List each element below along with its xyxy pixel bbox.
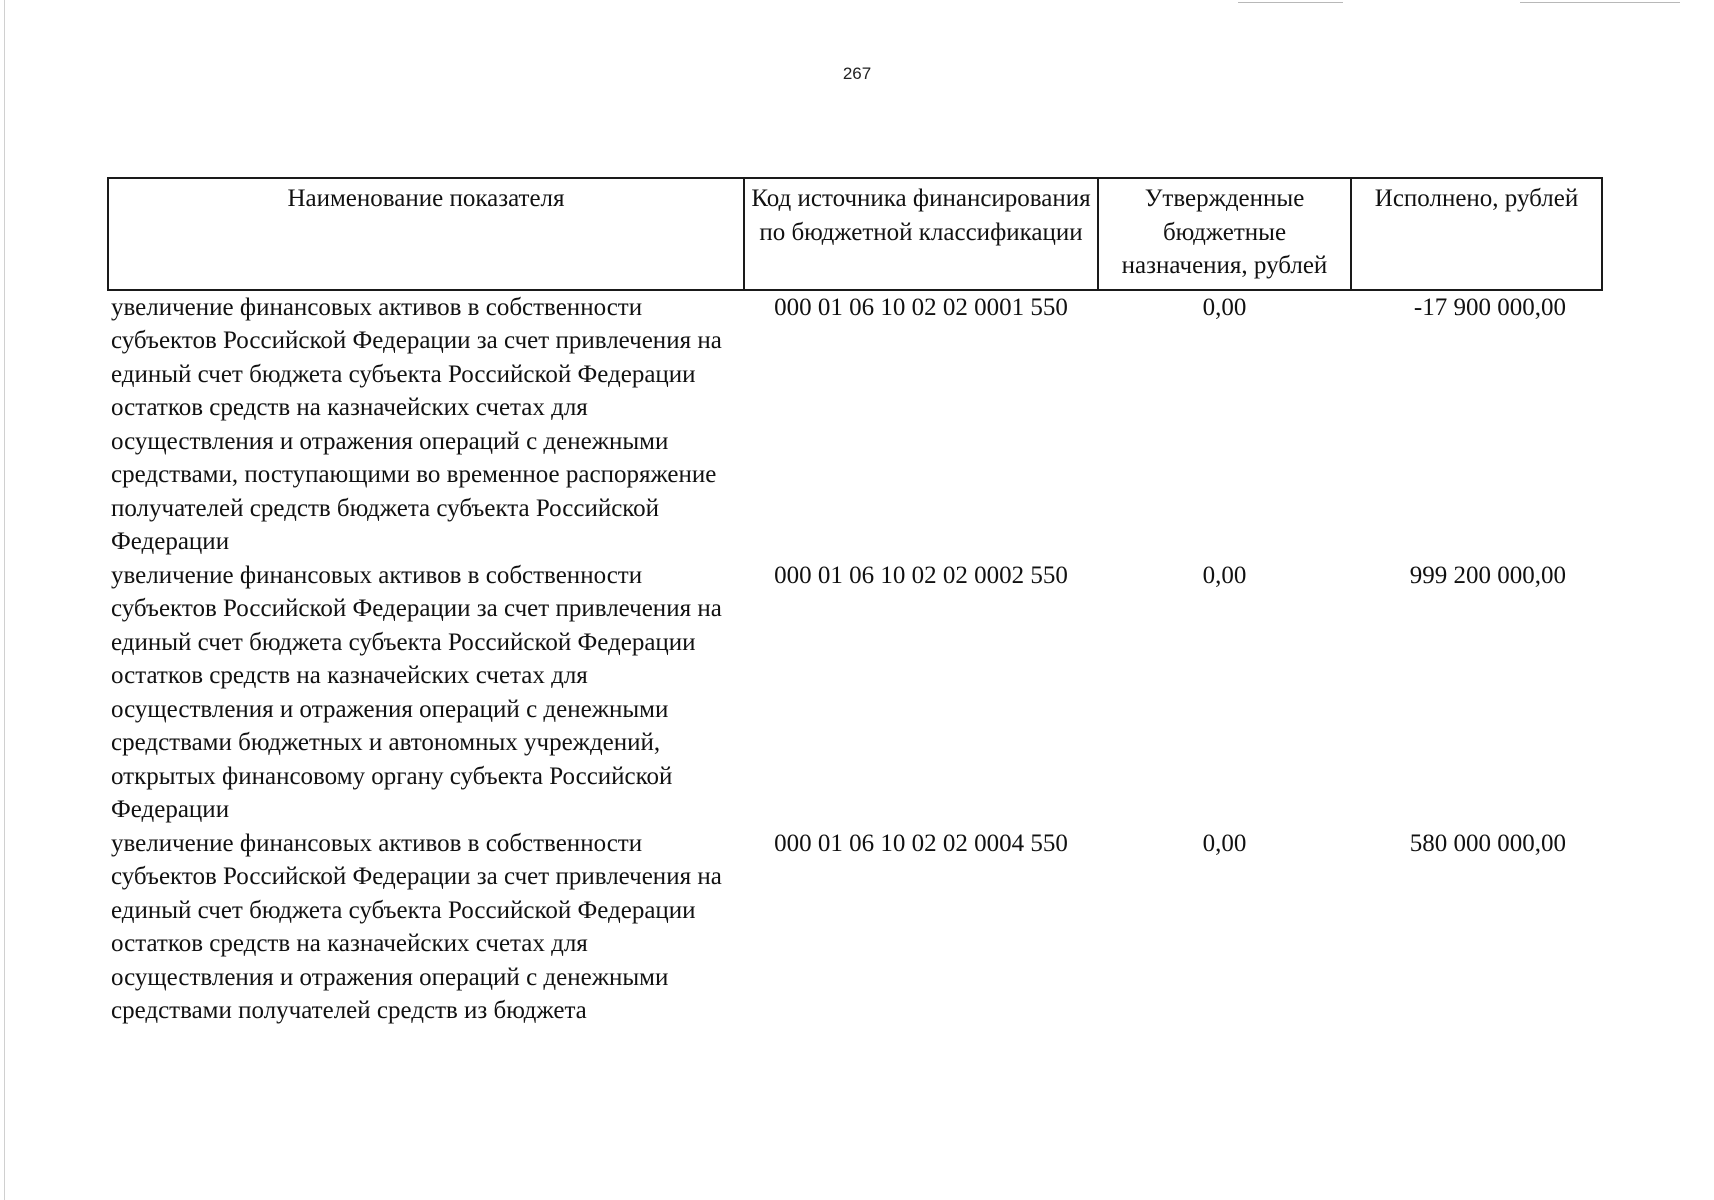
table-row (108, 290, 1602, 559)
table-row (108, 827, 1602, 1028)
row-name-cell (108, 827, 744, 1028)
row-code-cell: 000 01 06 10 02 02 0004 550 (774, 829, 1068, 857)
row-name-text: увеличение финансовых активов в собственности субъектов Российской Федерации за счет привлечения на единый счет бюджета субъекта Российской Федерации остатков средств на казначейских счетах для осуществления и отражения операций с денежными средствами бюджетных и автономных учреждений, открытых финансовому органу субъекта Российской Федерации (111, 561, 722, 823)
header-executed: Исполнено, рублей (1351, 178, 1602, 290)
scan-edge-line (1520, 2, 1680, 3)
row-name-text: увеличение финансовых активов в собственности субъектов Российской Федерации за счет привлечения на единый счет бюджета субъекта Российской Федерации остатков средств на казначейских счетах для осуществления и отражения операций с денежными средствами, поступающими во временное распоряжение получателей средств бюджета субъекта Российской Федерации (111, 293, 722, 555)
financing-sources-table (107, 177, 1603, 1028)
row-executed-cell: 580 000 000,00 (1409, 829, 1566, 857)
page-number: 267 (842, 64, 872, 83)
header-approved: Утвержденные бюджетные назначения, рублей (1098, 178, 1351, 290)
row-approved-cell: 0,00 (1202, 561, 1247, 589)
table-header-row (108, 178, 1602, 290)
row-code-cell: 000 01 06 10 02 02 0001 550 (774, 293, 1068, 321)
row-approved-cell: 0,00 (1202, 829, 1247, 857)
row-code-cell: 000 01 06 10 02 02 0002 550 (774, 561, 1068, 589)
header-code: Код источника финансирования по бюджетной классификации (744, 178, 1098, 290)
scan-edge-line (4, 0, 5, 1200)
row-name-text: увеличение финансовых активов в собственности субъектов Российской Федерации за счет привлечения на единый счет бюджета субъекта Российской Федерации остатков средств на казначейских счетах для осуществления и отражения операций с денежными средствами получателей средств из бюджета (111, 829, 722, 1024)
row-name-cell (108, 290, 744, 559)
row-executed-cell: -17 900 000,00 (1413, 293, 1566, 321)
header-name: Наименование показателя (108, 178, 744, 290)
table-row (108, 559, 1602, 827)
row-approved-cell: 0,00 (1202, 293, 1247, 321)
row-name-cell (108, 559, 744, 827)
row-executed-cell: 999 200 000,00 (1409, 561, 1566, 589)
scan-edge-line (1238, 2, 1343, 3)
